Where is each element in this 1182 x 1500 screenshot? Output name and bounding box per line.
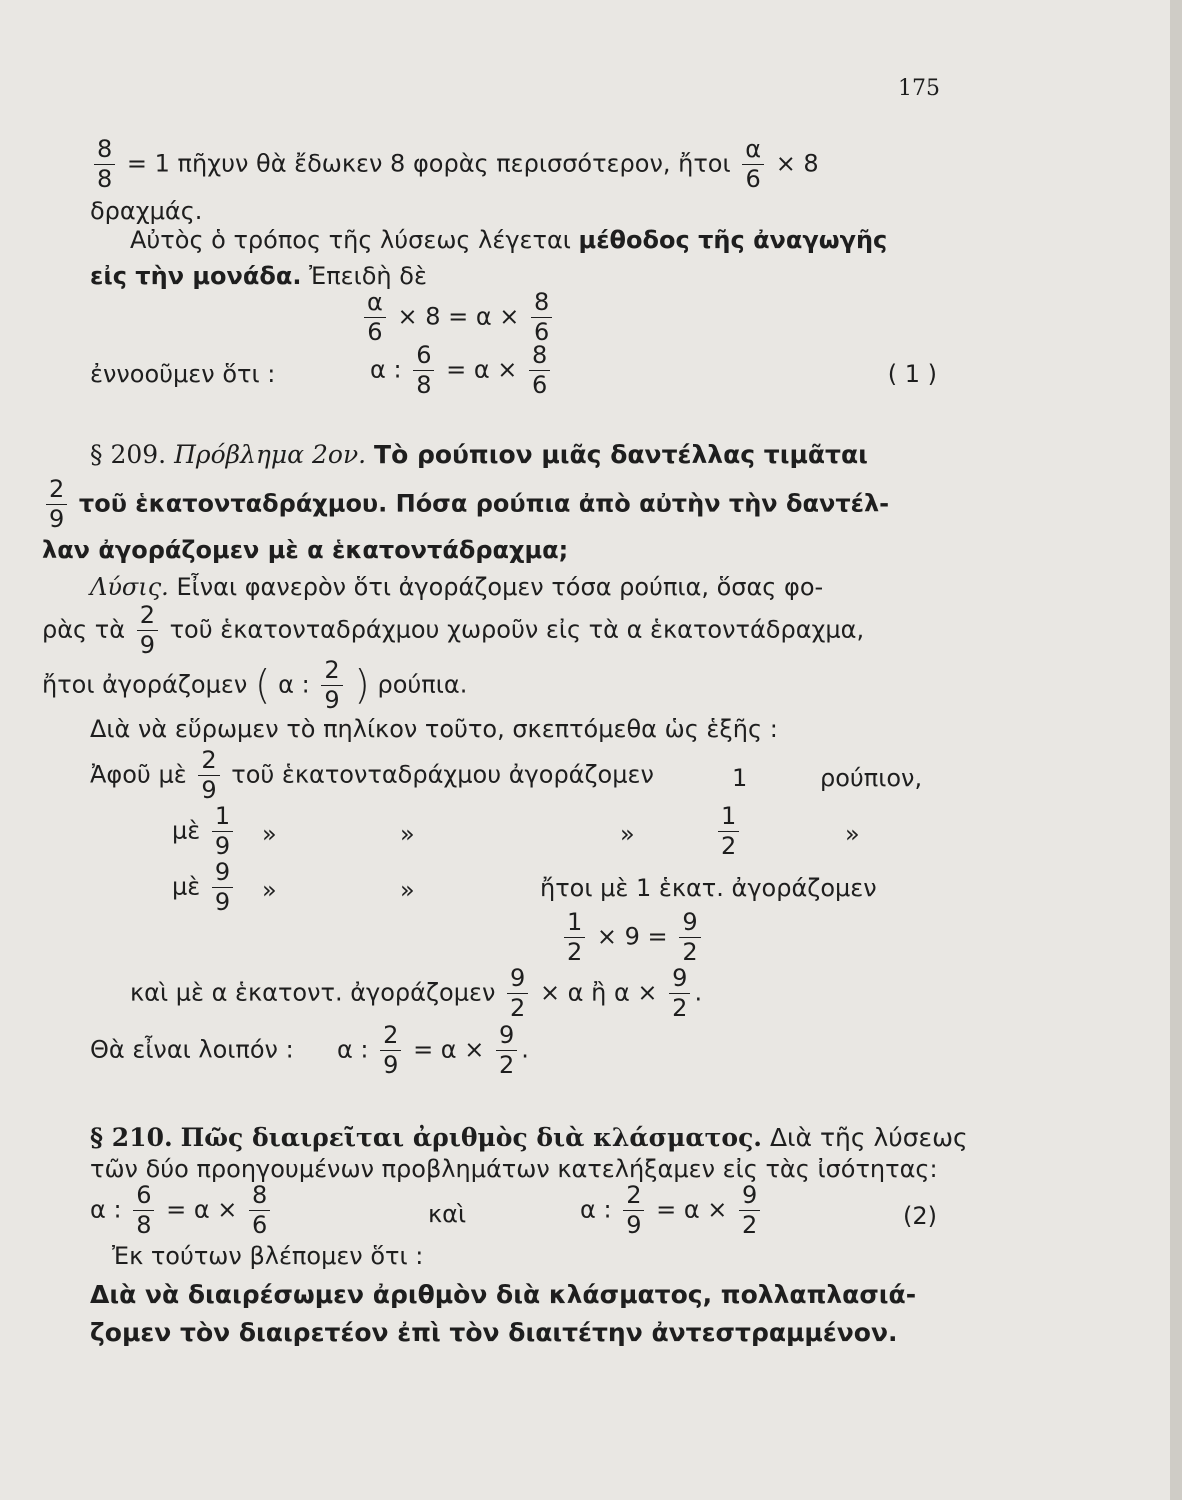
fraction: $\frac{1}{2}$ [718,804,739,859]
reasoning-row-1-qty: 1 [732,764,748,792]
opening-line: $\frac{8}{8}$ = 1 πῆχυν θὰ ἔδωκεν 8 φορὰς περισσότερον, ἤτοι $\frac{\alpha}{6}$ × 8 [90,137,819,192]
equation-tag-1: ( 1 ) [887,360,937,388]
fraction: $\frac{8}{8}$ [94,137,115,192]
fraction: $\frac{1}{9}$ [212,804,233,859]
fraction: $\frac{2}{9}$ [380,1023,401,1078]
fraction: $\frac{2}{9}$ [137,603,158,658]
fraction: $\frac{2}{9}$ [623,1183,644,1238]
ditto-mark: » [620,820,635,848]
fraction: $\frac{1}{2}$ [564,910,585,965]
fraction: $\frac{2}{9}$ [321,658,342,713]
solution-line-3: ἤτοι ἀγοράζομεν ( α : $\frac{2}{9}$ ) ρούπια. [42,656,468,715]
reasoning-row-4: $\frac{1}{2}$ × 9 = $\frac{9}{2}$ [560,910,705,965]
reasoning-row-6: Θὰ εἶναι λοιπόν : α : $\frac{2}{9}$ = α × $\frac{9}{2}$ . [90,1021,529,1080]
equation-tag-2: (2) [903,1202,937,1230]
reasoning-row-5: καὶ μὲ α ἑκατοντ. ἀγοράζομεν $\frac{9}{2}$ × α ἢ α × $\frac{9}{2}$ . [130,964,703,1023]
fraction: $\frac{9}{2}$ [679,910,700,965]
section-210-heading: § 210. Πῶς διαιρεῖται ἀριθμὸς διὰ κλάσματος. Διὰ τῆς λύσεως [90,1123,968,1152]
section-209-line-3: λαν ἀγοράζομεν μὲ α ἑκατοντάδραχμα; [42,536,569,564]
fraction: $\frac{9}{2}$ [507,966,528,1021]
equation-b: α : $\frac{6}{8}$ = α × $\frac{8}{6}$ [370,343,554,398]
section-209-line-2: $\frac{2}{9}$ τοῦ ἑκατονταδράχμου. Πόσα ρούπια ἀπὸ αὐτὴν τὴν δαντέλ- [42,477,889,532]
method-line: Αὐτὸς ὁ τρόπος τῆς λύσεως λέγεται μέθοδος τῆς ἀναγωγῆς [130,226,888,254]
method-line-2: εἰς τὴν μονάδα. Ἐπειδὴ δὲ [90,262,427,290]
rule-line-2: ζομεν τὸν διαιρετέον ἐπὶ τὸν διαιτέτην ἀντεστραμμένον. [90,1318,898,1347]
fraction: $\frac{8}{6}$ [249,1183,270,1238]
equation-a: $\frac{\alpha}{6}$ × 8 = α × $\frac{8}{6}$ [360,290,556,345]
reasoning-row-2-frac [714,804,743,859]
reasoning-row-2: μὲ $\frac{1}{9}$ [172,804,237,859]
fraction: $\frac{\alpha}{6}$ [742,137,764,192]
page-number: 175 [898,76,940,101]
section-210-equation-1: α : $\frac{6}{8}$ = α × $\frac{8}{6}$ [90,1183,274,1238]
ditto-mark: » [400,820,415,848]
reasoning-row-3-text: ἤτοι μὲ 1 ἑκατ. ἀγοράζομεν [540,874,877,902]
solution-line-2: ρὰς τὰ $\frac{2}{9}$ τοῦ ἑκατονταδράχμου χωροῦν εἰς τὰ α ἑκατοντάδραχμα, [42,601,865,660]
section-210-line-2: τῶν δύο προηγουμένων προβλημάτων κατελήξαμεν εἰς τὰς ἰσότητας: [90,1155,938,1183]
solution-line-1: Λύσις. Εἶναι φανερὸν ὅτι ἀγοράζομεν τόσα ρούπια, ὅσας φο- [90,573,824,601]
ditto-mark: » [262,876,277,904]
reasoning-row-1-unit: ρούπιον, [820,764,923,792]
fraction: $\frac{\alpha}{6}$ [364,290,386,345]
page-edge [1170,0,1182,1500]
fraction: $\frac{9}{9}$ [212,860,233,915]
section-209-heading: § 209. Πρόβλημα 2ον. Τὸ ρούπιον μιᾶς δαντέλλας τιμᾶται [90,440,868,469]
ditto-mark: » [262,820,277,848]
ditto-mark: » [845,820,860,848]
fraction: $\frac{9}{2}$ [739,1183,760,1238]
fraction: $\frac{2}{9}$ [46,477,67,532]
section-210-kai: καὶ [428,1200,467,1228]
reasoning-row-3: μὲ $\frac{9}{9}$ [172,860,237,915]
solution-line-4: Διὰ νὰ εὕρωμεν τὸ πηλίκον τοῦτο, σκεπτόμεθα ὡς ἑξῆς : [90,715,778,743]
reasoning-row-1: Ἀφοῦ μὲ $\frac{2}{9}$ τοῦ ἑκατονταδράχμου ἀγοράζομεν [90,746,654,805]
fraction: $\frac{6}{8}$ [413,343,434,398]
fraction: $\frac{2}{9}$ [198,748,219,803]
fraction: $\frac{9}{2}$ [496,1023,517,1078]
opening-line-2: δραχμάς. [90,197,203,225]
fraction: $\frac{8}{6}$ [531,290,552,345]
equation-b-label: ἐννοοῦμεν ὅτι : [90,360,276,388]
ditto-mark: » [400,876,415,904]
fraction: $\frac{8}{6}$ [529,343,550,398]
rule-line-1: Διὰ νὰ διαιρέσωμεν ἀριθμὸν διὰ κλάσματος, πολλαπλασιά- [90,1280,917,1309]
fraction: $\frac{6}{8}$ [133,1183,154,1238]
fraction: $\frac{9}{2}$ [669,966,690,1021]
section-210-equation-2: α : $\frac{2}{9}$ = α × $\frac{9}{2}$ [580,1183,764,1238]
section-210-line-4: Ἐκ τούτων βλέπομεν ὅτι : [112,1242,424,1270]
